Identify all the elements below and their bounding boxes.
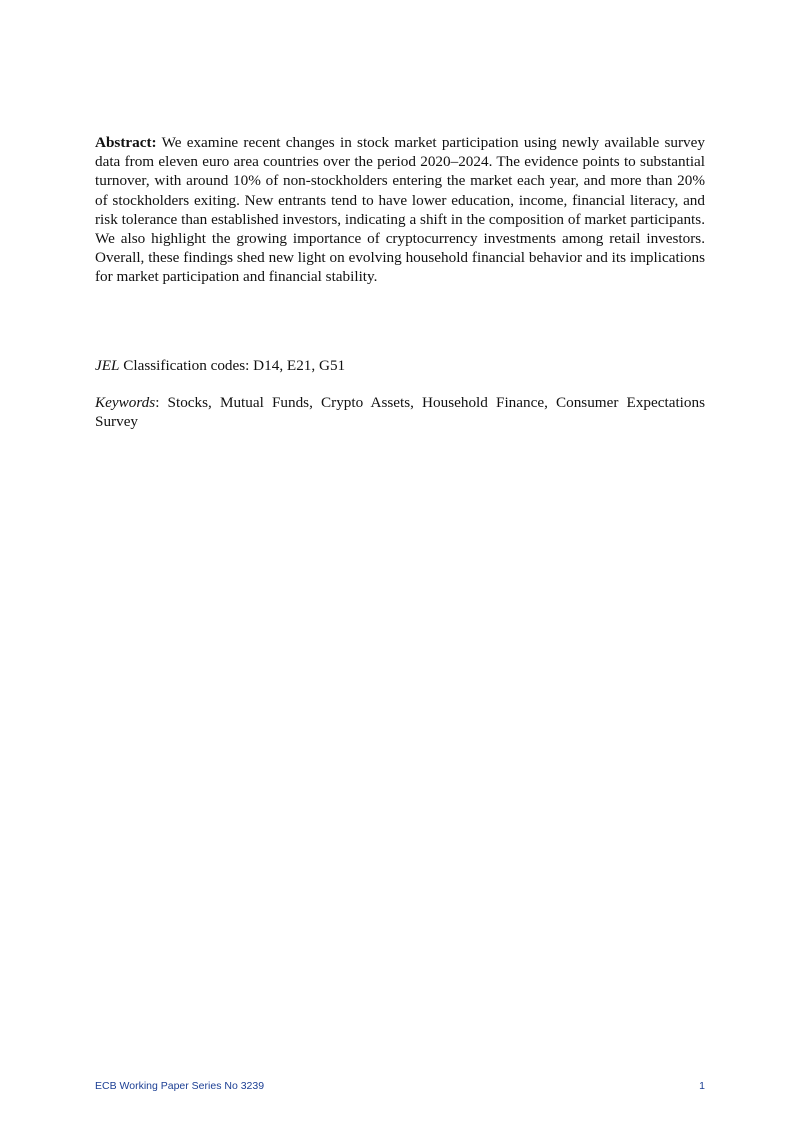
jel-label: JEL [95, 357, 120, 374]
keywords-text: : Stocks, Mutual Funds, Crypto Assets, Household Finance, Consumer Expectations Survey [95, 394, 705, 431]
abstract-label: Abstract: [95, 134, 157, 151]
keywords-line [95, 393, 705, 431]
jel-text: Classification codes: D14, E21, G51 [123, 357, 346, 374]
abstract-paragraph [95, 133, 705, 287]
page-footer [95, 1080, 705, 1096]
series-title: ECB Working Paper Series No 3239 [95, 1080, 265, 1092]
jel-codes [95, 356, 705, 375]
page-number: 1 [699, 1080, 705, 1092]
abstract-text: We examine recent changes in stock market participation using newly available survey data from eleven euro area countries over the period 2020–2024. The evidence points to substantial turnover, with around 10% of non-stockholders entering the market each year, and more than 20% of stockholders exiting. New entrants tend to have lower education, income, financial literacy, and risk tolerance than established investors, indicating a shift in the composition of market participants. We also highlight the growing importance of cryptocurrency investments among retail investors. Overall, these findings shed new light on evolving household financial behavior and its implications for market participation and financial stability. [95, 134, 705, 286]
keywords-label: Keywords [95, 394, 156, 411]
